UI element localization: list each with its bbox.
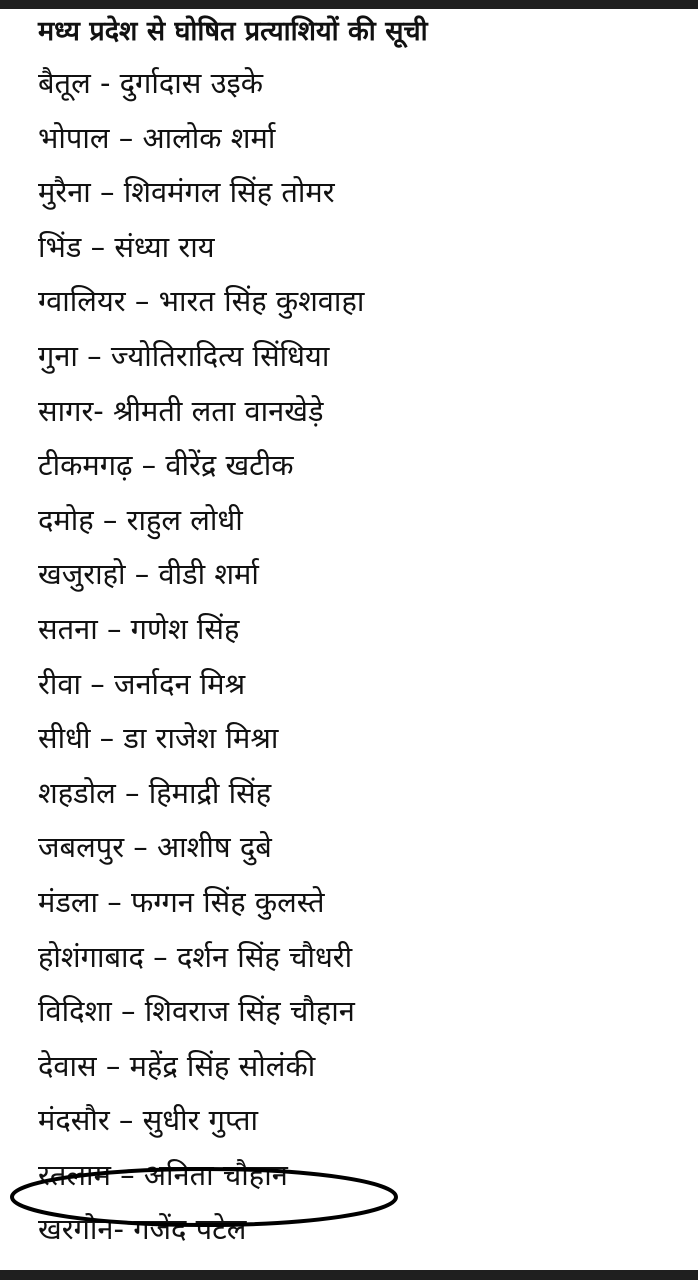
list-item: खरगोन- गजेंद पटेल (38, 1212, 247, 1247)
top-border (0, 0, 698, 9)
bottom-border (0, 1270, 698, 1280)
list-item: रीवा – जर्नादन मिश्र (38, 666, 246, 701)
list-item: शहडोल – हिमाद्री सिंह (38, 775, 272, 810)
page-title: मध्य प्रदेश से घोषित प्रत्याशियों की सूची (38, 16, 428, 47)
list-item: देवास – महेंद्र सिंह सोलंकी (38, 1048, 316, 1083)
list-item: खजुराहो – वीडी शर्मा (38, 557, 259, 592)
list-item: मंदसौर – सुधीर गुप्ता (38, 1103, 258, 1138)
candidate-list (38, 61, 364, 1262)
list-item: गुना – ज्योतिरादित्य सिंधिया (38, 338, 330, 373)
list-item: मंडला – फग्गन सिंह कुलस्ते (38, 884, 325, 919)
list-item: भोपाल – आलोक शर्मा (38, 120, 276, 155)
list-item: विदिशा – शिवराज सिंह चौहान (38, 994, 355, 1029)
list-item: होशंगाबाद – दर्शन सिंह चौधरी (38, 939, 353, 974)
list-item: सागर- श्रीमती लता वानखेड़े (38, 393, 324, 428)
list-item: जबलपुर – आशीष दुबे (38, 830, 272, 865)
list-item: दमोह – राहुल लोधी (38, 502, 243, 537)
list-item: ग्वालियर – भारत सिंह कुशवाहा (38, 284, 365, 319)
list-item: बैतूल - दुर्गादास उइके (38, 66, 264, 100)
list-item: सीधी – डा राजेश मिश्रा (38, 721, 279, 756)
list-item: मुरैना – शिवमंगल सिंह तोमर (38, 175, 335, 210)
list-item: सतना – गणेश सिंह (38, 611, 240, 646)
list-item-highlighted: रतलाम – अनिता चौहान (38, 1157, 288, 1192)
list-item: टीकमगढ़ – वीरेंद्र खटीक (38, 448, 294, 483)
list-item: भिंड – संध्या राय (38, 229, 215, 264)
